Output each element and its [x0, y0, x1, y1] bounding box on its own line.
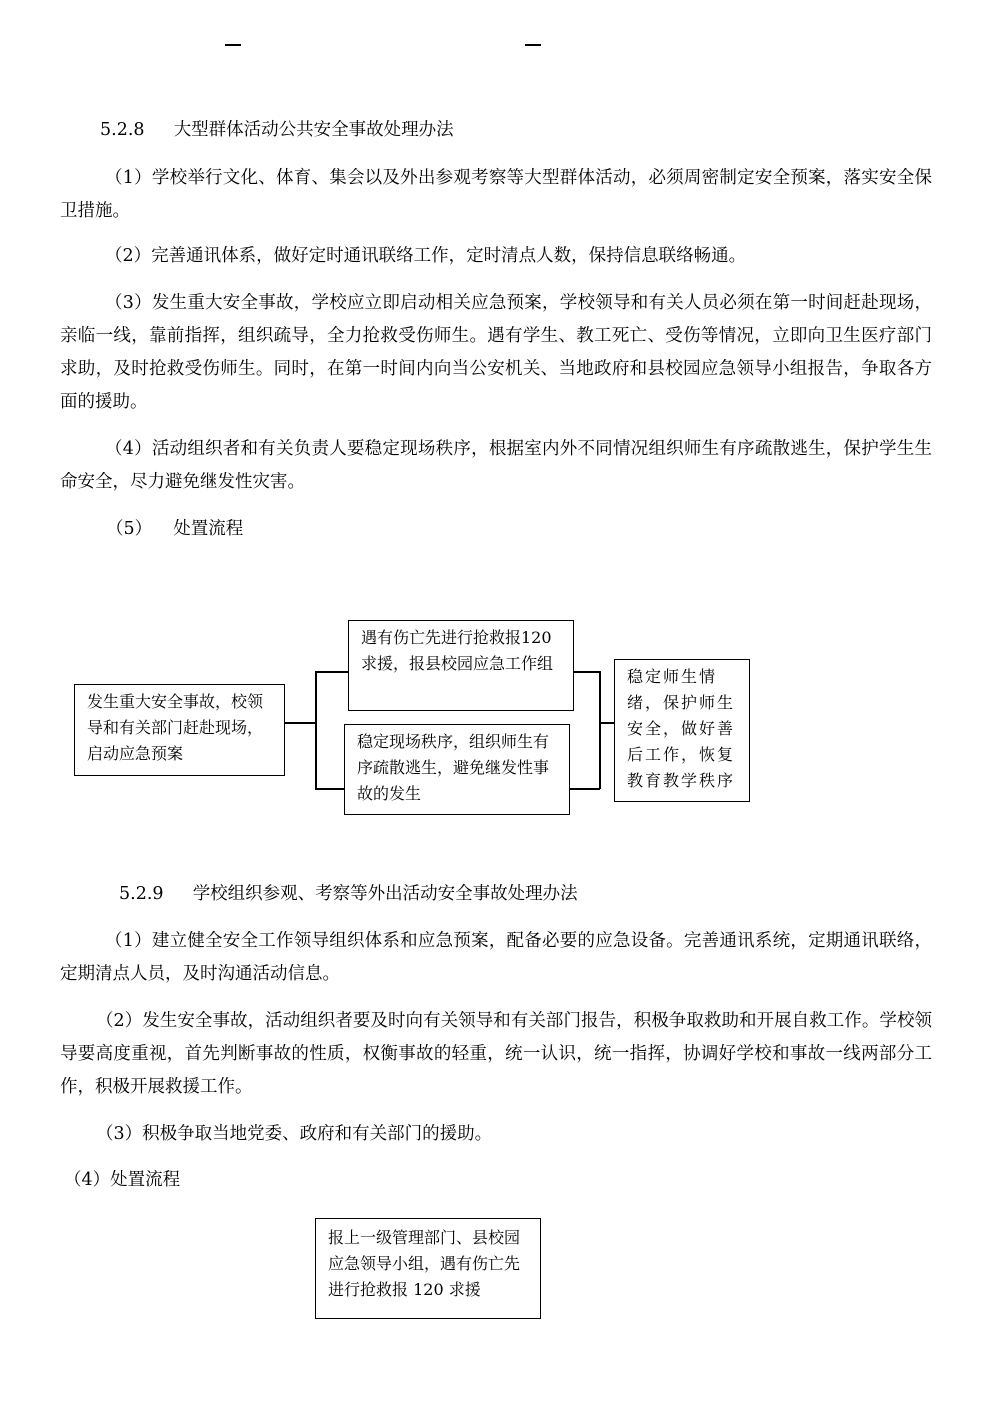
section-528-flow-heading — [106, 516, 243, 542]
flow1-connector — [599, 722, 614, 724]
header-mark-left — [225, 44, 241, 46]
section-528-number: 5.2.8 — [100, 120, 145, 140]
section-529-para-3: （3）积极争取当地党委、政府和有关部门的援助。 — [96, 1124, 493, 1144]
flow-heading-text: 处置流程 — [173, 519, 244, 539]
flow1-connector — [315, 671, 348, 673]
flow1-start-box: 发生重大安全事故，校领导和有关部门赶赴现场，启动应急预案 — [74, 684, 285, 776]
section-529-para-2: （2）发生安全事故，活动组织者要及时向有关领导和有关部门报告，积极争取救助和开展自救工作。学校领导要高度重视，首先判断事故的性质，权衡事故的轻重，统一认识，统一指挥，协调好学校和事故一线两部分工作，积极开展救援工作。 — [60, 1011, 932, 1097]
flow1-connector — [599, 671, 601, 789]
flow1-end-box: 稳定师生情绪，保护师生安全，做好善后工作，恢复教育教学秩序 — [614, 659, 750, 802]
section-528-title: 大型群体活动公共安全事故处理办法 — [173, 120, 454, 140]
flow1-connector — [574, 671, 600, 673]
section-529-para-4: （4）处置流程 — [64, 1170, 181, 1190]
flow2-report-box: 报上一级管理部门、县校园应急领导小组，遇有伤亡先进行抢救报 120 求援 — [315, 1218, 541, 1319]
section-528-para-1: （1）学校举行文化、体育、集会以及外出参观考察等大型群体活动，必须周密制定安全预案，落实安全保卫措施。 — [60, 168, 932, 221]
header-mark-right — [525, 44, 541, 46]
flow1-top-box: 遇有伤亡先进行抢救报120求援，报县校园应急工作组 — [348, 620, 574, 711]
section-529-number: 5.2.9 — [119, 884, 164, 904]
section-529-title: 学校组织参观、考察等外出活动安全事故处理办法 — [192, 884, 578, 904]
section-528-para-3: （3）发生重大安全事故，学校应立即启动相关应急预案，学校领导和有关人员必须在第一时间赶赴现场，亲临一线，靠前指挥，组织疏导，全力抢救受伤师生。遇有学生、教工死亡、受伤等情况，立即向卫生医疗部门求助，及时抢救受伤师生。同时，在第一时间内向当公安机关、当地政府和县校园应急领导小组报告，争取各方面的援助。 — [60, 293, 932, 412]
flow1-connector — [315, 671, 317, 789]
section-528-para-4: （4）活动组织者和有关负责人要稳定现场秩序，根据室内外不同情况组织师生有序疏散逃生，保护学生生命安全，尽力避免继发性灾害。 — [60, 439, 932, 492]
flow1-connector — [315, 788, 344, 790]
section-528-heading — [100, 117, 454, 143]
section-529-para-1: （1）建立健全安全工作领导组织体系和应急预案，配备必要的应急设备。完善通讯系统，定期通讯联络，定期清点人员，及时沟通活动信息。 — [60, 931, 932, 984]
section-528-para-2: （2）完善通讯体系，做好定时通讯联络工作，定时清点人数，保持信息联络畅通。 — [105, 246, 747, 266]
flow-heading-number: （5） — [106, 519, 153, 539]
flow1-bottom-box: 稳定现场秩序，组织师生有序疏散逃生，避免继发性事故的发生 — [344, 724, 570, 815]
section-529-heading — [119, 881, 578, 907]
flow1-connector — [570, 788, 600, 790]
flow1-connector — [285, 722, 316, 724]
